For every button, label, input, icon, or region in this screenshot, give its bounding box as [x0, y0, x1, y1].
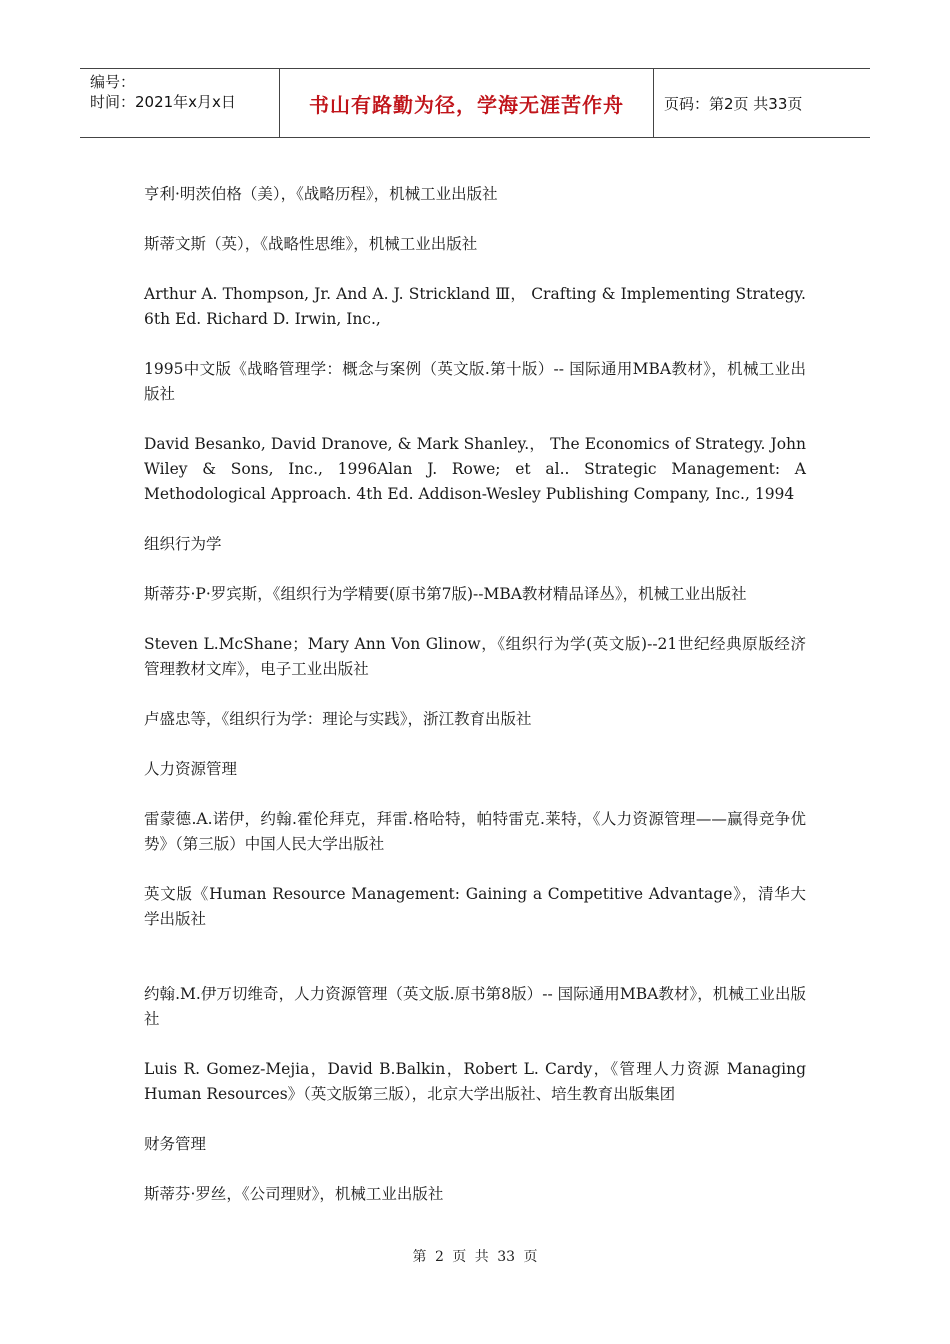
section-heading-financial-management: 财务管理 — [144, 1135, 207, 1153]
page-header — [80, 68, 870, 138]
reference-entry: 英文版《Human Resource Management: Gaining a Competitive Advantage》，清华大学出版社 — [144, 885, 806, 928]
header-motto: 书山有路勤为径，学海无涯苦作舟 — [280, 69, 654, 137]
header-info-cell — [80, 69, 280, 137]
reference-entry: Luis R. Gomez-Mejia，David B.Balkin，Robert L. Cardy，《管理人力资源 Managing Human Resources》（英文版第三版），北京大学出版社、培生教育出版集团 — [144, 1060, 806, 1103]
reference-entry: 斯蒂文斯（英），《战略性思维》，机械工业出版社 — [144, 235, 478, 253]
header-page-number: 页码：第2页 共33页 — [664, 94, 803, 113]
document-code-label: 编号： — [90, 73, 136, 91]
reference-entry: 卢盛忠等，《组织行为学：理论与实践》，浙江教育出版社 — [144, 710, 532, 728]
document-date: 时间：2021年x月x日 — [90, 93, 236, 111]
reference-entry: 雷蒙德.A.诺伊，约翰.霍伦拜克，拜雷.格哈特，帕特雷克.莱特，《人力资源管理——赢得竞争优势》（第三版）中国人民大学出版社 — [144, 810, 806, 853]
reference-entry: David Besanko, David Dranove, & Mark Shanley.， The Economics of Strategy. John Wiley & Sons, Inc., 1996Alan J. Rowe; et al.. Strategic Management: A Methodological Approach. 4th Ed. Addison-Wesley Publishing Company, Inc., 1994 — [144, 435, 806, 503]
page-footer: 第 2 页 共 33 页 — [412, 1249, 538, 1265]
reference-list — [144, 182, 806, 1207]
reference-entry: Steven L.McShane；Mary Ann Von Glinow，《组织行为学(英文版)--21世纪经典原版经济管理教材文库》，电子工业出版社 — [144, 635, 806, 678]
section-heading-human-resources: 人力资源管理 — [144, 760, 238, 778]
section-heading-organizational-behavior: 组织行为学 — [144, 535, 222, 553]
reference-entry: Arthur A. Thompson, Jr. And A. J. Strickland Ⅲ， Crafting & Implementing Strategy. 6th Ed. Richard D. Irwin, Inc., — [144, 285, 806, 328]
reference-entry: 斯蒂芬·罗丝，《公司理财》，机械工业出版社 — [144, 1185, 444, 1203]
reference-entry: 亨利·明茨伯格（美），《战略历程》，机械工业出版社 — [144, 185, 498, 203]
reference-entry: 1995中文版《战略管理学：概念与案例（英文版.第十版）-- 国际通用MBA教材》，机械工业出版社 — [144, 360, 806, 403]
reference-entry: 约翰.M.伊万切维奇，人力资源管理（英文版.原书第8版）-- 国际通用MBA教材》，机械工业出版社 — [144, 985, 806, 1028]
reference-entry: 斯蒂芬·P·罗宾斯，《组织行为学精要(原书第7版)--MBA教材精品译丛》，机械工业出版社 — [144, 585, 747, 603]
